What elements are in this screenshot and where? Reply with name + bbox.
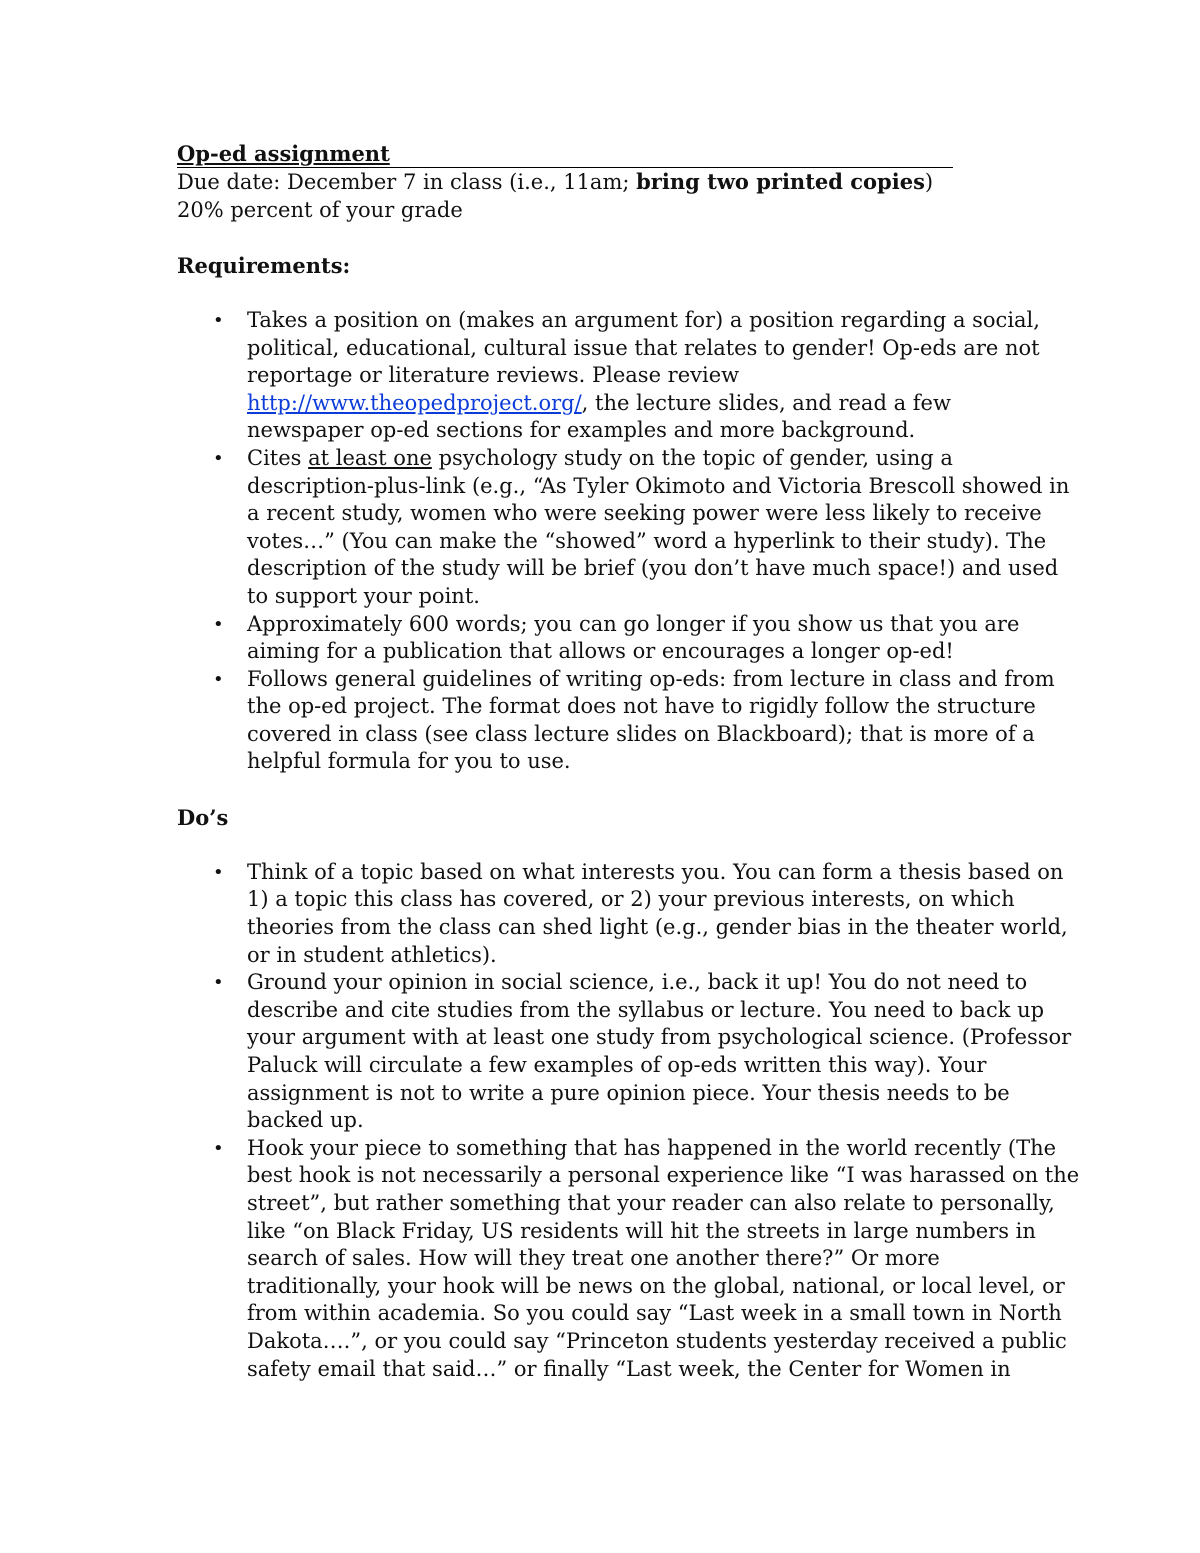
- text-line: street”, but rather something that your reader can also relate to personally,: [247, 1190, 1055, 1215]
- dos-heading: Do’s: [177, 804, 229, 830]
- due-date-prefix: Due date: December 7 in class (i.e., 11am;: [177, 170, 637, 194]
- text-line: votes…” (You can make the “showed” word a hyperlink to their study). The: [247, 528, 1047, 553]
- text-line: Ground your opinion in social science, i.e., back it up! You do not need to: [247, 970, 1028, 995]
- text-line: the op-ed project. The format does not have to rigidly follow the structure: [247, 694, 1036, 719]
- bullet-icon: •: [213, 668, 224, 690]
- text-line: describe and cite studies from the syllabus or lecture. You need to back up: [247, 997, 1045, 1022]
- grade-line: 20% percent of your grade: [177, 197, 463, 222]
- text-line: Follows general guidelines of writing op-eds: from lecture in class and from: [247, 666, 1055, 691]
- text-line: best hook is not necessarily a personal experience like “I was harassed on the: [247, 1163, 1080, 1188]
- text-line: Hook your piece to something that has happened in the world recently (The: [247, 1135, 1057, 1160]
- due-date-line: [177, 168, 1037, 197]
- text-line: [247, 445, 1037, 473]
- text-line: reportage or literature reviews. Please review: [247, 363, 740, 388]
- dos-list: [177, 859, 1080, 1383]
- page-title: Op-ed assignment: [177, 141, 390, 166]
- text-line: search of sales. How will they treat one another there?” Or more: [247, 1246, 940, 1271]
- text-line: like “on Black Friday, US residents will hit the streets in large numbers in: [247, 1218, 1036, 1243]
- list-item: [177, 969, 1072, 1135]
- text-line: description-plus-link (e.g., “As Tyler Okimoto and Victoria Brescoll showed in: [247, 473, 1070, 498]
- list-item: [177, 307, 1040, 445]
- bullet-icon: •: [213, 309, 224, 331]
- requirements-heading: Requirements:: [177, 252, 351, 278]
- text-line: Paluck will circulate a few examples of op-eds written this way). Your: [247, 1053, 987, 1077]
- text-line: to support your point.: [247, 583, 480, 608]
- oped-project-link[interactable]: http://www.theopedproject.org/: [247, 390, 582, 415]
- bullet-icon: •: [213, 972, 224, 994]
- bullet-icon: •: [213, 447, 224, 469]
- list-item: [177, 611, 1037, 666]
- bullet-icon: •: [213, 861, 224, 883]
- list-item: [177, 1135, 1080, 1383]
- list-item: [177, 859, 1068, 969]
- text-line: aiming for a publication that allows or encourages a longer op-ed!: [247, 639, 954, 664]
- text-line: traditionally, your hook will be news on the global, national, or local level, or: [247, 1273, 1065, 1298]
- bullet-icon: •: [213, 613, 224, 635]
- text-line: helpful formula for you to use.: [247, 749, 571, 774]
- title-row: [177, 140, 953, 168]
- text-line: assignment is not to write a pure opinion piece. Your thesis needs to be: [247, 1080, 1010, 1105]
- text-line: backed up.: [247, 1108, 364, 1133]
- text-line: theories from the class can shed light (e.g., gender bias in the theater world,: [247, 915, 1068, 940]
- list-item: [177, 445, 1070, 611]
- text-line: description of the study will be brief (you don’t have much space!) and used: [247, 556, 1059, 581]
- text-line: or in student athletics).: [247, 942, 497, 967]
- text-line: Approximately 600 words; you can go longer if you show us that you are: [247, 611, 1020, 636]
- text-span: Cites: [247, 445, 309, 470]
- text-line: Think of a topic based on what interests you. You can form a thesis based on: [247, 859, 1064, 884]
- list-item: [177, 666, 1055, 776]
- document-page: [177, 140, 1080, 1383]
- text-line: from within academia. So you could say “Last week in a small town in North: [247, 1301, 1062, 1326]
- text-line: your argument with at least one study from psychological science. (Professor: [247, 1025, 1072, 1050]
- requirements-list: [177, 307, 1070, 776]
- text-line: political, educational, cultural issue that relates to gender! Op-eds are not: [247, 335, 1040, 360]
- text-line: covered in class (see class lecture slides on Blackboard); that is more of a: [247, 721, 1035, 746]
- text-line: Takes a position on (makes an argument for) a position regarding a social,: [247, 307, 1040, 332]
- due-date-bold: bring two printed copies: [636, 169, 925, 194]
- text-line: newspaper op-ed sections for examples and more background.: [247, 418, 916, 443]
- text-line: Dakota….”, or you could say “Princeton students yesterday received a public: [247, 1328, 1067, 1353]
- bullet-icon: •: [213, 1137, 224, 1159]
- due-date-suffix: ): [924, 170, 934, 194]
- text-span: , the lecture slides, and read a few: [581, 390, 951, 415]
- text-line: safety email that said…” or finally “Last week, the Center for Women in: [247, 1356, 1011, 1381]
- text-span: psychology study on the topic of gender, using a: [431, 445, 953, 470]
- text-line: 1) a topic this class has covered, or 2) your previous interests, on which: [247, 887, 1015, 912]
- text-line: a recent study, women who were seeking power were less likely to receive: [247, 501, 1042, 526]
- text-line: [247, 390, 1037, 418]
- underlined-text: at least one: [308, 445, 432, 470]
